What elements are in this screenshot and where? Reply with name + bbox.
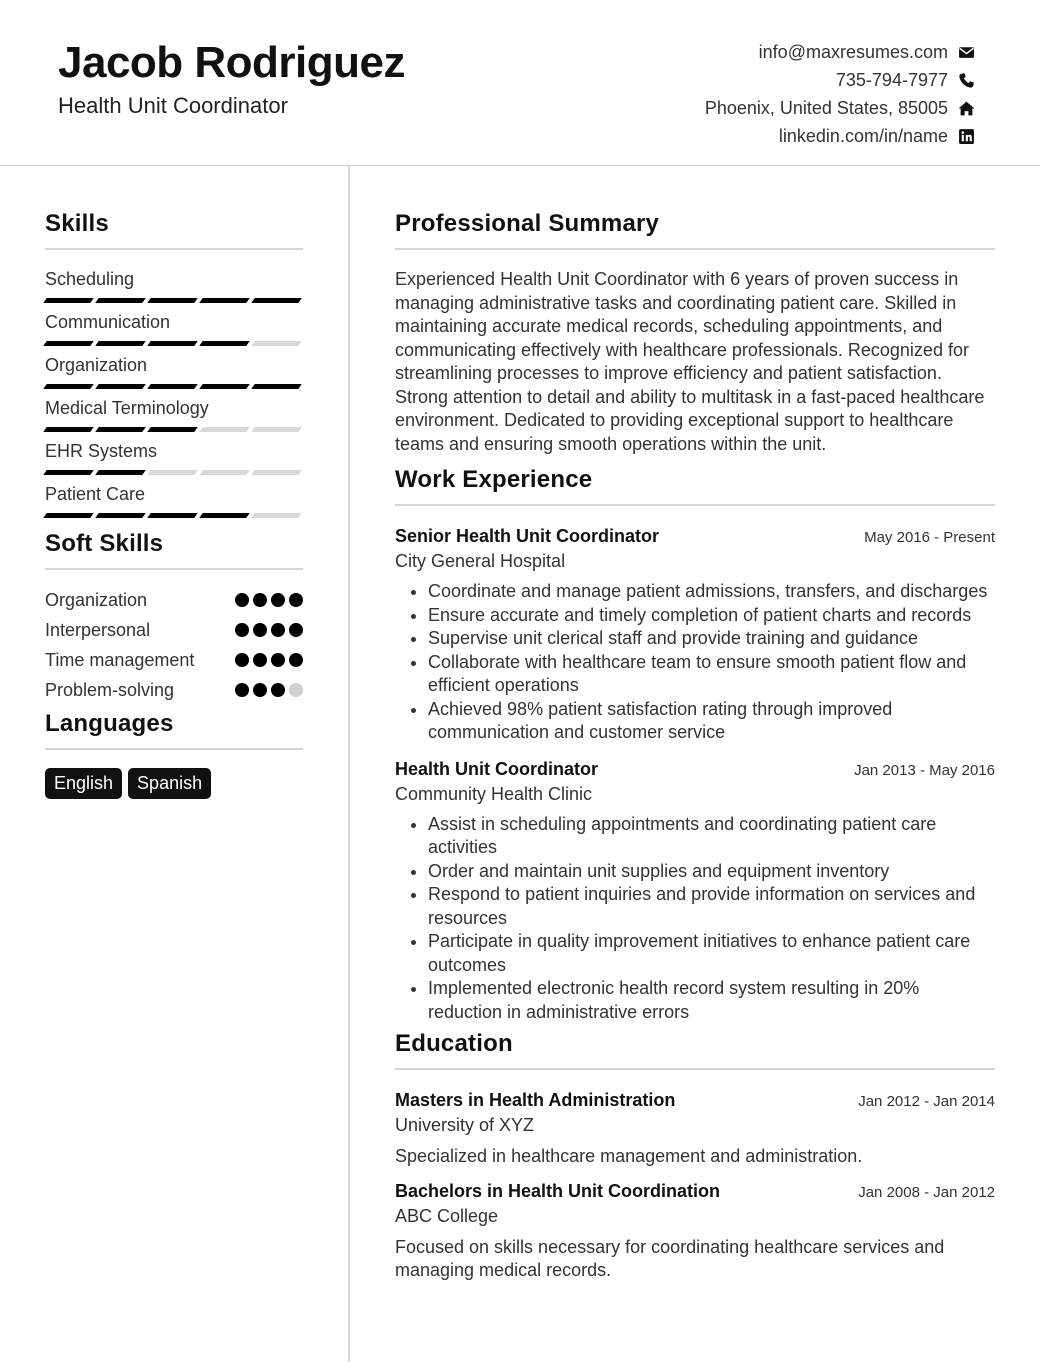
skill-name: EHR Systems <box>45 441 158 461</box>
skill-level-segment <box>251 470 302 475</box>
skill-level-bar <box>45 298 303 303</box>
contact-location <box>705 94 976 122</box>
skill-level-segment <box>251 427 302 432</box>
rating-dot <box>271 653 285 667</box>
soft-skill-item <box>45 648 303 672</box>
rating-dot <box>235 623 249 637</box>
skill-level-segment <box>147 384 198 389</box>
skill-name: Scheduling <box>45 269 135 289</box>
education-school: University of XYZ <box>395 1115 535 1135</box>
soft-skill-rating <box>235 623 303 637</box>
skill-name: Communication <box>45 312 171 332</box>
rating-dot <box>253 653 267 667</box>
skill-name: Organization <box>45 355 148 375</box>
left-column <box>45 210 303 799</box>
job-bullet: • Assist in scheduling appointments and coordinating patient care activities <box>428 813 995 860</box>
skill-level-segment <box>43 470 94 475</box>
contact-phone-text: 735-794-7977 <box>835 69 948 90</box>
rating-dot <box>253 593 267 607</box>
job-bullet: • Participate in quality improvement initiatives to enhance patient care outcomes <box>428 930 995 977</box>
soft-skills-heading: Soft Skills <box>45 530 303 570</box>
job-employer: Community Health Clinic <box>395 783 593 804</box>
contact-email-text: info@maxresumes.com <box>758 41 948 62</box>
education-school: ABC College <box>395 1205 499 1226</box>
experience-list <box>395 526 995 1024</box>
skill-item <box>45 354 303 389</box>
skill-level-segment <box>199 513 250 518</box>
candidate-title: Health Unit Coordinator <box>58 93 288 118</box>
contact-linkedin-text: linkedin.com/in/name <box>778 125 948 146</box>
contact-list <box>705 38 976 150</box>
contact-location-text: Phoenix, United States, 85005 <box>704 97 948 118</box>
skill-level-segment <box>43 513 94 518</box>
languages-list <box>45 768 303 799</box>
job-bullet: • Respond to patient inquiries and provide information on services and resources <box>428 883 995 930</box>
job-date: May 2016 - Present <box>864 529 995 546</box>
job-bullet: • Coordinate and manage patient admissions, transfers, and discharges <box>428 580 995 604</box>
rating-dot <box>253 623 267 637</box>
rating-dot <box>271 623 285 637</box>
job-bullet: • Order and maintain unit supplies and equipment inventory <box>428 860 995 884</box>
summary-heading: Professional Summary <box>395 210 995 250</box>
skill-level-segment <box>95 298 146 303</box>
skill-level-bar <box>45 341 303 346</box>
rating-dot <box>253 683 267 697</box>
job-title: Health Unit Coordinator <box>395 758 598 779</box>
job-header <box>395 526 995 547</box>
soft-skill-name: Time management <box>45 650 195 670</box>
language-badge: English <box>45 768 122 799</box>
education-entry <box>395 1090 995 1169</box>
education-heading: Education <box>395 1030 995 1070</box>
job-bullet: • Supervise unit clerical staff and provide training and guidance <box>428 627 995 651</box>
job-title: Senior Health Unit Coordinator <box>395 526 660 546</box>
skill-level-segment <box>199 470 250 475</box>
soft-skill-name: Interpersonal <box>45 620 151 640</box>
skill-level-segment <box>147 341 198 346</box>
education-date: Jan 2008 - Jan 2012 <box>858 1183 995 1201</box>
job-bullets <box>395 813 995 1025</box>
job-header <box>395 759 995 780</box>
education-description: Specialized in healthcare management and administration. <box>395 1146 863 1166</box>
linkedin-icon <box>956 126 976 146</box>
job-bullets <box>395 580 995 745</box>
skill-item <box>45 397 303 432</box>
job-date: Jan 2013 - May 2016 <box>854 761 995 779</box>
soft-skill-rating <box>235 683 303 697</box>
soft-skill-rating <box>235 653 303 667</box>
job-entry <box>395 759 995 1025</box>
resume-header <box>0 0 1040 166</box>
skill-level-segment <box>251 384 302 389</box>
job-entry <box>395 526 995 745</box>
phone-icon <box>956 70 976 90</box>
rating-dot <box>289 593 303 607</box>
skill-item <box>45 268 303 303</box>
skill-level-segment <box>147 427 198 432</box>
summary-text: Experienced Health Unit Coordinator with 6 years of proven success in managing administrative tasks and coordinating patient care. Skilled in maintaining accurate medical records, scheduling appointments, and communicating effectively with healthcare professionals. Recognized for streamlining processes to improve efficiency and patient satisfaction. Strong attention to detail and ability to multitask in a fast-paced healthcare environment. Dedicated to providing exceptional support to healthcare teams and ensuring smooth operations within the unit. <box>395 269 985 454</box>
column-divider <box>348 166 350 1362</box>
languages-heading: Languages <box>45 710 303 750</box>
rating-dot <box>289 623 303 637</box>
job-bullet: • Ensure accurate and timely completion of patient charts and records <box>428 604 995 628</box>
rating-dot <box>235 683 249 697</box>
education-degree: Bachelors in Health Unit Coordination <box>395 1180 721 1201</box>
rating-dot <box>235 593 249 607</box>
skill-level-segment <box>43 341 94 346</box>
skills-heading: Skills <box>45 210 303 250</box>
job-employer: City General Hospital <box>395 551 566 571</box>
home-icon <box>956 98 976 118</box>
education-header <box>395 1181 995 1202</box>
contact-linkedin[interactable] <box>705 122 976 150</box>
soft-skill-item <box>45 678 303 702</box>
skill-level-segment <box>251 341 302 346</box>
soft-skill-item <box>45 618 303 642</box>
rating-dot <box>235 653 249 667</box>
soft-skill-rating <box>235 593 303 607</box>
rating-dot <box>289 683 303 697</box>
education-description: Focused on skills necessary for coordinating healthcare services and managing medical records. <box>395 1236 945 1280</box>
skill-name: Medical Terminology <box>45 398 209 418</box>
skill-level-segment <box>43 427 94 432</box>
skill-item <box>45 311 303 346</box>
rating-dot <box>271 683 285 697</box>
skill-item <box>45 440 303 475</box>
education-header <box>395 1090 995 1111</box>
education-degree: Masters in Health Administration <box>395 1090 676 1110</box>
soft-skill-name: Organization <box>45 590 148 610</box>
candidate-name: Jacob Rodriguez <box>58 38 405 87</box>
skill-level-segment <box>199 341 250 346</box>
skill-level-segment <box>251 298 302 303</box>
job-bullet: • Achieved 98% patient satisfaction rating through improved communication and customer service <box>428 698 995 745</box>
right-column <box>395 210 995 1283</box>
skill-level-segment <box>95 384 146 389</box>
skill-level-segment <box>147 470 198 475</box>
skill-level-segment <box>199 298 250 303</box>
skill-level-bar <box>45 427 303 432</box>
skill-level-segment <box>95 341 146 346</box>
skill-level-bar <box>45 513 303 518</box>
skill-level-segment <box>95 513 146 518</box>
skill-level-segment <box>251 513 302 518</box>
education-list <box>395 1090 995 1283</box>
education-entry <box>395 1181 995 1283</box>
job-bullet: • Implemented electronic health record system resulting in 20% reduction in administrative errors <box>428 977 995 1024</box>
skill-level-segment <box>43 298 94 303</box>
skill-level-segment <box>147 298 198 303</box>
soft-skill-item <box>45 588 303 612</box>
skill-level-segment <box>43 384 94 389</box>
skill-level-segment <box>199 384 250 389</box>
skill-level-bar <box>45 384 303 389</box>
skill-level-bar <box>45 470 303 475</box>
contact-email[interactable] <box>705 38 976 66</box>
skills-list <box>45 268 303 518</box>
skill-level-segment <box>95 427 146 432</box>
rating-dot <box>289 653 303 667</box>
envelope-icon <box>956 42 976 62</box>
skill-item <box>45 483 303 518</box>
skill-level-segment <box>147 513 198 518</box>
skill-level-segment <box>95 470 146 475</box>
contact-phone[interactable] <box>705 66 976 94</box>
skill-level-segment <box>199 427 250 432</box>
education-date: Jan 2012 - Jan 2014 <box>858 1093 995 1110</box>
soft-skills-list <box>45 588 303 702</box>
rating-dot <box>271 593 285 607</box>
soft-skill-name: Problem-solving <box>45 680 175 700</box>
skill-name: Patient Care <box>45 484 146 504</box>
experience-heading: Work Experience <box>395 466 995 506</box>
job-bullet: • Collaborate with healthcare team to ensure smooth patient flow and efficient operations <box>428 651 995 698</box>
language-badge: Spanish <box>128 768 211 799</box>
